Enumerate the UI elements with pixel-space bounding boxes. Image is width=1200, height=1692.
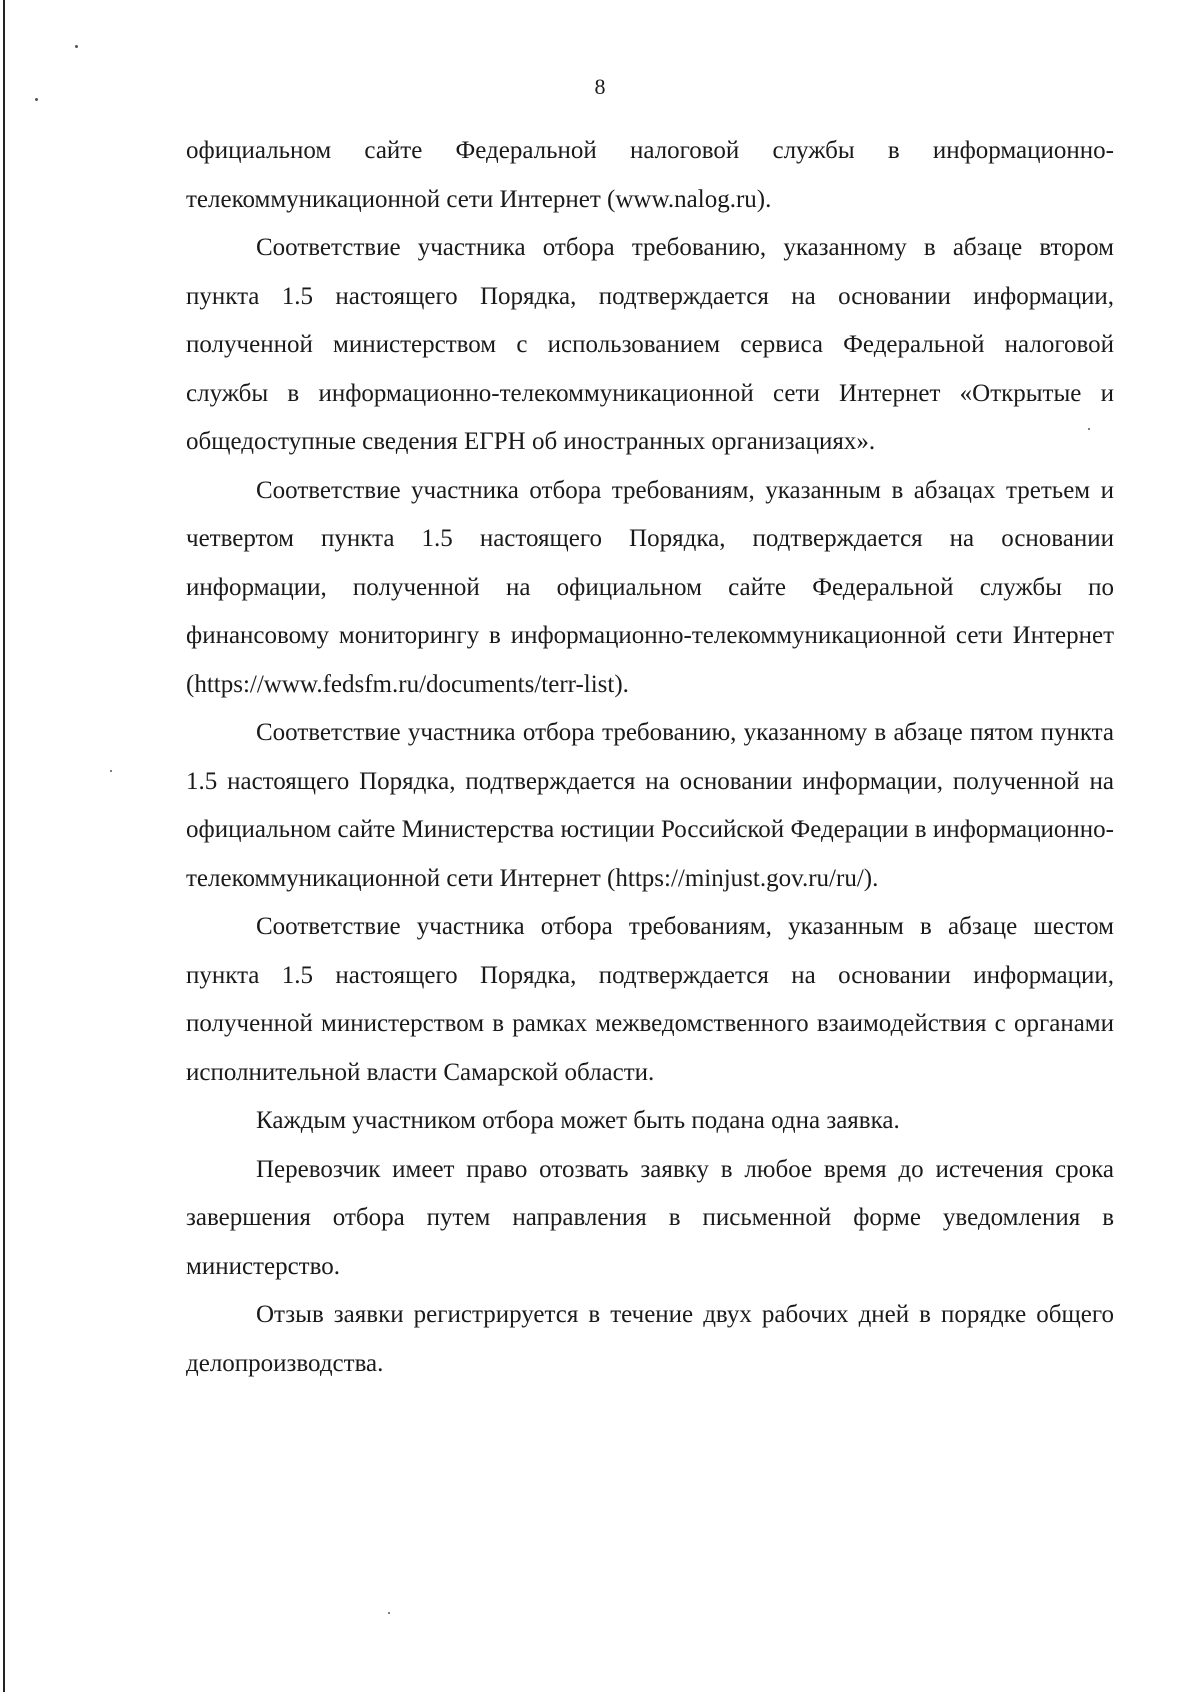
paragraph: Каждым участником отбора может быть подана одна заявка. (256, 1107, 900, 1134)
scan-speck (110, 770, 112, 772)
page-number: 8 (594, 74, 606, 99)
paragraph: Отзыв заявки регистрируется в течение двух рабочих дней в порядке общего делопроизводства. (186, 1301, 1114, 1377)
paragraph: Соответствие участника отбора требованиям, указанным в абзаце шестом пункта 1.5 настоящего Порядка, подтверждается на основании информации, полученной министерством в рамках межведомственного взаимодействия с органами исполнительной власти Самарской области. (186, 913, 1114, 1086)
paragraph: Соответствие участника отбора требованиям, указанным в абзацах третьем и четвертом пункта 1.5 настоящего Порядка, подтверждается на основании информации, полученной на официальном сайте Федеральной службы по финансовому мониторингу в информационно-телекоммуникационной сети Интернет (https://www.fedsfm.ru/documents/terr-list). (186, 476, 1114, 698)
body-text (186, 127, 1114, 1388)
scan-edge (3, 0, 5, 1692)
paragraph: Соответствие участника отбора требованию, указанному в абзаце втором пункта 1.5 настоящего Порядка, подтверждается на основании информации, полученной министерством с использованием сервиса Федеральной налоговой службы в информационно-телекоммуникационной сети Интернет «Открытые и общедоступные сведения ЕГРН об иностранных организациях». (186, 234, 1114, 455)
paragraph: официальном сайте Федеральной налоговой службы в информационно-телекоммуникационной сети Интернет (www.nalog.ru). (186, 137, 1114, 213)
scan-speck (75, 45, 78, 48)
scan-speck (35, 98, 38, 101)
scan-speck (388, 1612, 390, 1614)
paragraph: Соответствие участника отбора требованию, указанному в абзаце пятом пункта 1.5 настоящего Порядка, подтверждается на основании информации, полученной на официальном сайте Министерства юстиции Российской Федерации в информационно-телекоммуникационной сети Интернет (https://minjust.gov.ru/ru/). (186, 719, 1114, 892)
paragraph: Перевозчик имеет право отозвать заявку в любое время до истечения срока завершения отбора путем направления в письменной форме уведомления в министерство. (186, 1155, 1114, 1280)
